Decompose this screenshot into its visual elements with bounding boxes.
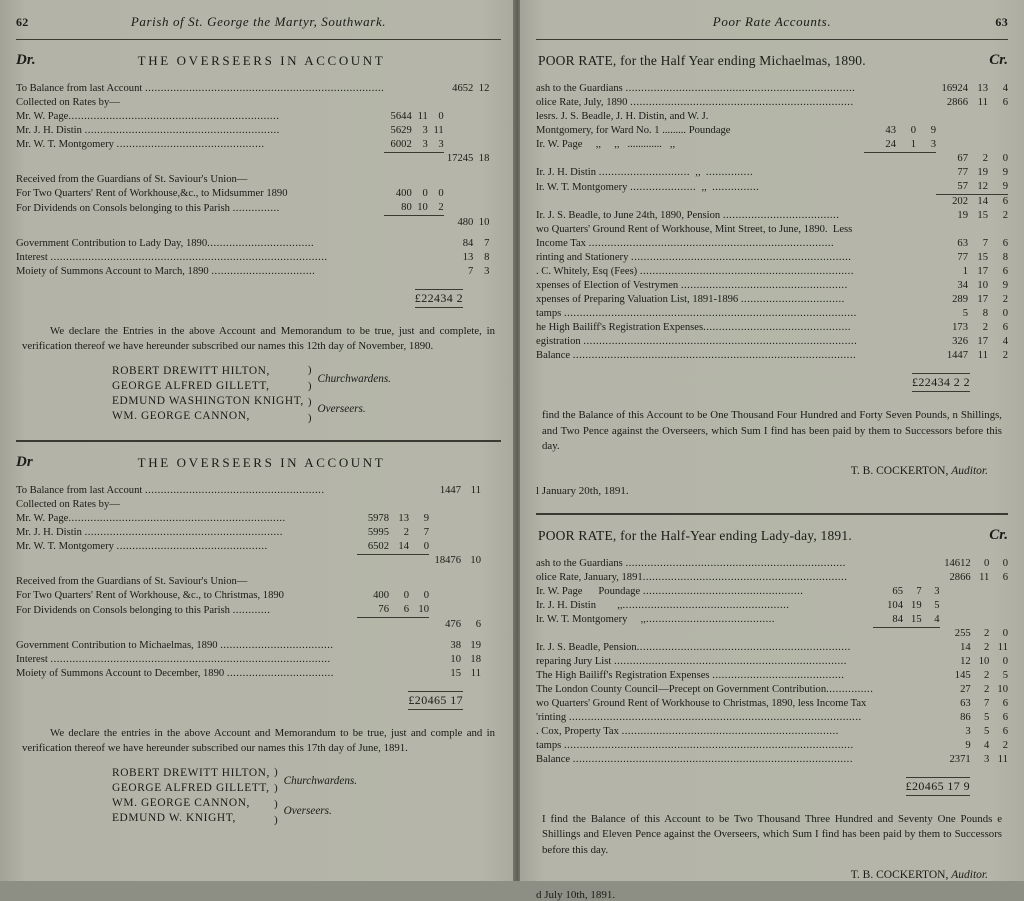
running-head-right: Poor Rate Accounts. xyxy=(712,14,832,29)
table-row: rinting and Stationery ...................................................................... 77 15 8 xyxy=(536,252,1008,264)
table-row: tamps ............................................................................................ 9 4 2 xyxy=(536,739,1008,751)
left-page xyxy=(0,0,517,881)
table-row: The London County Council—Precept on Government Contribution............... 27 2 10 xyxy=(536,684,1008,696)
grand-total-1: £22434 2 xyxy=(16,289,501,308)
subtotal-row: 18476 10 xyxy=(16,554,501,568)
table-row: ash to the Guardians ......................................................................... 16924 13 4 xyxy=(536,83,1008,94)
subtotal-row: 67 2 0 xyxy=(536,152,1008,166)
right-page xyxy=(520,0,1024,901)
table-row: Ir. W. Page Poundage ................................................... 65 7 3 xyxy=(536,585,940,597)
table-row: Moiety of Summons Account to March, 1890 ................................. 7 3 xyxy=(16,265,490,277)
table-row: xpenses of Election of Vestrymen ..................................................... 34 10 9 xyxy=(536,280,1008,292)
cr-label-1: Cr. xyxy=(989,52,1008,68)
header-rule-left xyxy=(16,39,501,40)
table-row: Collected on Rates by— xyxy=(16,499,120,511)
table-row: For Dividends on Consols belonging to this Parish ............... 80 10 2 xyxy=(16,202,444,214)
table-row: Ir. J. S. Beadle, to June 24th, 1890, Pension ..................................... 19 15 2 xyxy=(536,210,1008,222)
account-title-1: THE OVERSEERS IN ACCOUNT xyxy=(137,53,386,68)
signatory: EDMUND W. KNIGHT, xyxy=(112,812,236,825)
table-row: lr. W. T. Montgomery ..................... ,, ............... 57 12 9 xyxy=(536,181,1008,193)
table-row: For Two Quarters' Rent of Workhouse,&c., to Midsummer 1890 400 0 0 xyxy=(16,188,444,200)
table-row: egistration ....................................................................................... 326 17 4 xyxy=(536,335,1008,347)
right-grand-total-1: £22434 2 2 xyxy=(536,373,1008,392)
signatory: ROBERT DREWITT HILTON, xyxy=(112,766,270,779)
dr-label-2: Dr xyxy=(16,454,33,471)
role-label: Overseers. xyxy=(317,403,366,416)
signature-block-1 xyxy=(16,364,501,424)
table-row: Interest ......................................................................................... 10 18 xyxy=(16,653,481,665)
signatory: GEORGE ALFRED GILLETT, xyxy=(112,379,270,392)
table-row: Mr. J. H. Distin ............................................................... 5995 2 7 xyxy=(16,526,429,538)
account-title-2: THE OVERSEERS IN ACCOUNT xyxy=(137,455,386,471)
account-divider-left xyxy=(16,440,501,442)
declaration-text-2: We declare the entries in the above Account and Memorandum to be true, just and comple and in verification thereof we have hereunder subscribed our names this 17th day of June, 1891. xyxy=(22,726,495,755)
table-row: For Dividends on Consols belonging to this Parish ............ 76 6 10 xyxy=(16,604,429,616)
table-row: 'rinting ............................................................................................. 86 5 6 xyxy=(536,711,1008,723)
table-row: olice Rate, July, 1890 ....................................................................... 2866 11 6 xyxy=(536,96,1008,108)
grand-total-2: £20465 17 xyxy=(16,691,501,710)
subtotal-row: 476 6 xyxy=(16,618,501,632)
auditor-title: Auditor. xyxy=(951,868,988,881)
left-page-header xyxy=(16,14,501,30)
subtotal-row: 255 2 0 xyxy=(536,627,1008,641)
right-ledger-table-1 xyxy=(536,75,1008,363)
table-row: tamps ............................................................................................. 5 8 0 xyxy=(536,308,1008,319)
subtotal-row: 480 10 xyxy=(16,216,501,230)
table-row: To Balance from last Account ............................................................................ 4652 12 xyxy=(16,83,490,94)
table-row: Government Contribution to Lady Day, 1890.................................. 84 7 xyxy=(16,237,490,249)
folio-number-left: 62 xyxy=(16,15,29,29)
auditor-certificate-2 xyxy=(536,812,1008,859)
table-row: olice Rate, January, 1891................................................................. 2866 11 6 xyxy=(536,571,1008,583)
subtotal-row: 202 14 6 xyxy=(536,195,1008,209)
table-row: Mr. W. T. Montgomery ................................................ 6502 14 0 xyxy=(16,540,429,553)
table-row: Balance .......................................................................................... 1447 11 2 xyxy=(536,349,1008,361)
certificate-date-2: d July 10th, 1891. xyxy=(536,888,616,901)
table-row: Collected on Rates by— xyxy=(16,96,120,108)
signatory: GEORGE ALFRED GILLETT, xyxy=(112,781,270,794)
right-grand-total-2: £20465 17 9 xyxy=(536,777,1008,796)
auditor-signature-1 xyxy=(536,465,1008,477)
folio-number-right: 63 xyxy=(995,15,1008,29)
table-row: lesrs. J. S. Beadle, J. H. Distin, and W. J. xyxy=(536,110,709,122)
signatory: EDMUND WASHINGTON KNIGHT, xyxy=(112,394,304,407)
table-row: For Two Quarters' Rent of Workhouse, &c., to Christmas, 1890 400 0 0 xyxy=(16,590,429,602)
auditor-name: T. B. COCKERTON, xyxy=(850,464,949,477)
declaration-1 xyxy=(16,324,501,355)
header-rule-right xyxy=(536,39,1008,40)
ledger-table-1 xyxy=(16,75,501,279)
table-row: Montgomery, for Ward No. 1 ......... Poundage 43 0 9 xyxy=(536,124,936,136)
signatory: WM. GEORGE CANNON, xyxy=(112,797,250,810)
table-row: . C. Whitely, Esq (Fees) .................................................................... 1 17 6 xyxy=(536,266,1008,278)
signatory: ROBERT DREWITT HILTON, xyxy=(112,364,270,377)
signatory-names-2 xyxy=(112,766,270,826)
signatory-roles-1 xyxy=(318,364,391,424)
declaration-text-1: We declare the Entries in the above Account and Memorandum to be true, just and complete, in verification thereof we have hereunder subscribed our names this 12th day of November, 1890. xyxy=(22,324,495,353)
right-account-title-1: POOR RATE, for the Half Year ending Michaelmas, 1890. xyxy=(538,53,866,68)
declaration-2 xyxy=(16,726,501,757)
auditor-certificate-1 xyxy=(536,408,1008,455)
subtotal-row: 17245 18 xyxy=(16,152,501,166)
right-ledger-table-2 xyxy=(536,550,1008,767)
table-row: Ir. J. H. Distin ,,..................................................... 104 19 5 xyxy=(536,599,940,611)
table-row: Mr. W. Page................................................................... 5644 11 0 xyxy=(16,110,444,122)
table-row: he High Bailiff's Registration Expenses............................................... 173 2 6 xyxy=(536,321,1008,333)
auditor-title: Auditor. xyxy=(951,464,988,477)
table-row: ash to the Guardians ...................................................................... 14612 0 0 xyxy=(536,557,1008,569)
signatory: WM. GEORGE CANNON, xyxy=(112,410,250,423)
cr-label-2: Cr. xyxy=(989,526,1008,543)
table-row: lr. W. T. Montgomery ,,......................................... 84 15 4 xyxy=(536,613,940,626)
certificate-text-2: I find the Balance of this Account to be Two Thousand Three Hundred and Seventy One Pounds e Shillings and Eleven Pence against the Overseers, which Sum I find has been paid by them to Successors before this day. xyxy=(542,812,1002,857)
dr-label-1: Dr. xyxy=(16,52,36,68)
signatory-names-1 xyxy=(112,364,304,424)
auditor-signature-2 xyxy=(536,869,1008,881)
table-row: Mr. W. T. Montgomery ............................................... 6002 3 3 xyxy=(16,138,444,151)
table-row: Balance ......................................................................................... 2371 3 11 xyxy=(536,753,1008,765)
table-row: Interest ........................................................................................ 13 8 xyxy=(16,251,490,263)
brace-1: ) ) ) ) xyxy=(307,363,312,425)
table-row: Ir. W. Page ,, ,, ............. ,, 24 1 3 xyxy=(536,138,936,151)
certificate-text-1: find the Balance of this Account to be One Thousand Four Hundred and Forty Seven Pounds, n Shillings, and Two Pence against the Overseers, which Sum I find has been paid by them to Successors before this day. xyxy=(542,408,1002,453)
table-row: Ir. J. S. Beadle, Pension.................................................................... 14 2 11 xyxy=(536,642,1008,654)
table-row: Received from the Guardians of St. Saviour's Union— xyxy=(16,174,248,186)
table-row: wo Quarters' Ground Rent of Workhouse, Mint Street, to June, 1890. Less xyxy=(536,224,853,236)
table-row: reparing Jury List .......................................................................... 12 10 0 xyxy=(536,656,1008,668)
table-row: wo Quarters' Ground Rent of Workhouse to Christmas, 1890, less Income Tax 63 7 6 xyxy=(536,697,1008,709)
right-account-1-heading xyxy=(536,52,1008,69)
certificate-date-1: l January 20th, 1891. xyxy=(536,484,629,497)
ledger-table-2 xyxy=(16,477,501,681)
table-row: Received from the Guardians of St. Saviour's Union— xyxy=(16,576,248,588)
table-row: Moiety of Summons Account to December, 1890 .................................. 15 11 xyxy=(16,667,481,679)
signatory-roles-2 xyxy=(284,766,357,826)
right-account-2-heading xyxy=(536,527,1008,544)
auditor-name: T. B. COCKERTON, xyxy=(850,868,949,881)
table-row: . Cox, Property Tax ..................................................................... 3 5 6 xyxy=(536,725,1008,737)
account-1-heading xyxy=(16,52,501,69)
table-row: Mr. J. H. Distin .............................................................. 5629 3 11 xyxy=(16,124,444,136)
table-row: Mr. W. Page..................................................................... 5978 13 9 xyxy=(16,513,429,524)
table-row: The High Bailiff's Registration Expenses .......................................... 145 2 5 xyxy=(536,670,1008,682)
signature-block-2 xyxy=(16,766,501,826)
role-label: Churchwardens. xyxy=(283,774,358,787)
right-page-header xyxy=(536,14,1008,30)
right-account-title-2: POOR RATE, for the Half-Year ending Lady-day, 1891. xyxy=(538,527,852,543)
account-divider-right xyxy=(536,513,1008,515)
running-head-left: Parish of St. George the Martyr, Southwark. xyxy=(130,14,387,29)
table-row: Ir. J. H. Distin ............................. ,, ............... 77 19 9 xyxy=(536,167,1008,179)
table-row: xpenses of Preparing Valuation List, 1891-1896 ................................. 289 17 2 xyxy=(536,294,1008,306)
table-row: Government Contribution to Michaelmas, 1890 .................................... 38 19 xyxy=(16,639,481,651)
role-label: Overseers. xyxy=(283,805,332,818)
table-row: To Balance from last Account ......................................................... 1447 11 xyxy=(16,485,481,497)
table-row: Income Tax .............................................................................. 63 7 6 xyxy=(536,238,1008,250)
brace-2: ) ) ) ) xyxy=(273,765,278,827)
role-label: Churchwardens. xyxy=(317,372,391,385)
account-2-heading xyxy=(16,454,501,471)
